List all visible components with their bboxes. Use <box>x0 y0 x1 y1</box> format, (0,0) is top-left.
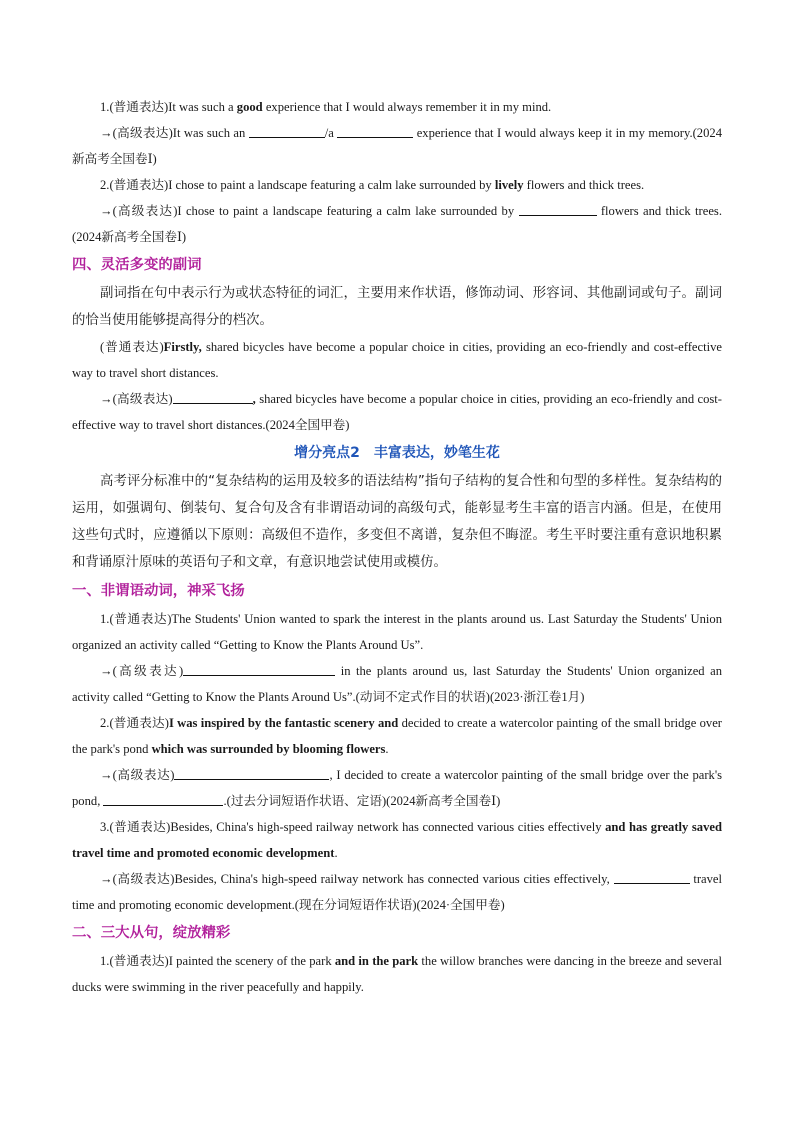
highlight-title: 增分亮点2 丰富表达，妙笔生花 <box>294 445 500 461</box>
adverb-intro: 副词指在句中表示行为或状态特征的词汇，主要用来作状语，修饰动词、形容词、其他副词或句子。副词的恰当使用能够提高得分的档次。 <box>72 286 722 328</box>
section-heading-adverbs: 四、灵活多变的副词 <box>72 257 202 273</box>
adverb-example-advanced: →(高级表达) , shared bicycles have become a popular choice in cities, providing an eco-friendly and cost-effective way to travel short distances.(2024全国甲卷) <box>72 392 722 432</box>
example-2-advanced: →(高级表达)I chose to paint a landscape featuring a calm lake surrounded by flowers and thick trees.(2024新高考全国卷Ⅰ) <box>72 204 722 244</box>
nonfinite-2-plain: 2.(普通表达)I was inspired by the fantastic scenery and decided to create a watercolor painting of the small bridge over the park's pond which was surrounded by blooming flowers. <box>72 716 722 756</box>
nonfinite-1-plain: 1.(普通表达)The Students' Union wanted to spark the interest in the plants around us. Last Saturday the Students' Union organized an activity called “Getting to Know the Plants Around Us”. <box>72 612 722 652</box>
nonfinite-2-advanced: →(高级表达) , I decided to create a watercolor painting of the small bridge over the park's pond, .(过去分词短语作状语、定语)(2024新高考全国卷Ⅰ) <box>72 768 723 808</box>
nonfinite-3-advanced: →(高级表达)Besides, China's high-speed railway network has connected various cities effectively, travel time and promoting economic development.(现在分词短语作状语)(2024·全国甲卷) <box>72 872 722 912</box>
answer-blank[interactable] <box>614 871 690 884</box>
rules-paragraph: 高考评分标准中的“复杂结构的运用及较多的语法结构”指句子结构的复合性和句型的多样性。复杂结构的运用，如强调句、倒装句、复合句及含有非谓语动词的高级句式，能彰显考生丰富的语言内涵。但是，在使用这些句式时，应遵循以下原则：高级但不造作，多变但不离谱，复杂但不晦涩。考生平时要注重有意识地积累和背诵原汁原味的英语句子和文章，有意识地尝试使用或模仿。 <box>72 474 722 570</box>
answer-blank[interactable] <box>337 125 413 138</box>
section-heading-clauses: 二、三大从句，绽放精彩 <box>72 925 231 941</box>
document-content <box>72 94 722 1000</box>
example-1-advanced: →(高级表达)It was such an /a experience that I would always keep it in my memory.(2024新高考全国卷Ⅰ) <box>72 126 722 166</box>
example-1-plain: 1.(普通表达)It was such a good experience that I would always remember it in my mind. <box>100 100 552 114</box>
section-heading-nonfinite: 一、非谓语动词，神采飞扬 <box>72 583 245 599</box>
answer-blank[interactable] <box>103 793 223 806</box>
answer-blank[interactable] <box>519 203 597 216</box>
clause-1-plain: 1.(普通表达)I painted the scenery of the park and in the park the willow branches were dancing in the breeze and several ducks were swimming in the river peacefully and happily. <box>72 954 723 994</box>
answer-blank[interactable] <box>173 391 253 404</box>
answer-blank[interactable] <box>183 663 335 676</box>
nonfinite-3-plain: 3.(普通表达)Besides, China's high-speed railway network has connected various cities effectively and has greatly saved travel time and promoted economic development. <box>72 820 722 860</box>
answer-blank[interactable] <box>249 125 325 138</box>
adverb-example-plain: (普通表达)Firstly, shared bicycles have become a popular choice in cities, providing an eco-friendly and cost-effective way to travel short distances. <box>72 340 722 380</box>
example-2-plain: 2.(普通表达)I chose to paint a landscape featuring a calm lake surrounded by lively flowers and thick trees. <box>100 178 645 192</box>
answer-blank[interactable] <box>174 767 329 780</box>
nonfinite-1-advanced: →(高级表达) in the plants around us, last Saturday the Students' Union organized an activity called “Getting to Know the Plants Around Us”.(动词不定式作目的状语)(2023·浙江卷1月) <box>72 664 723 704</box>
